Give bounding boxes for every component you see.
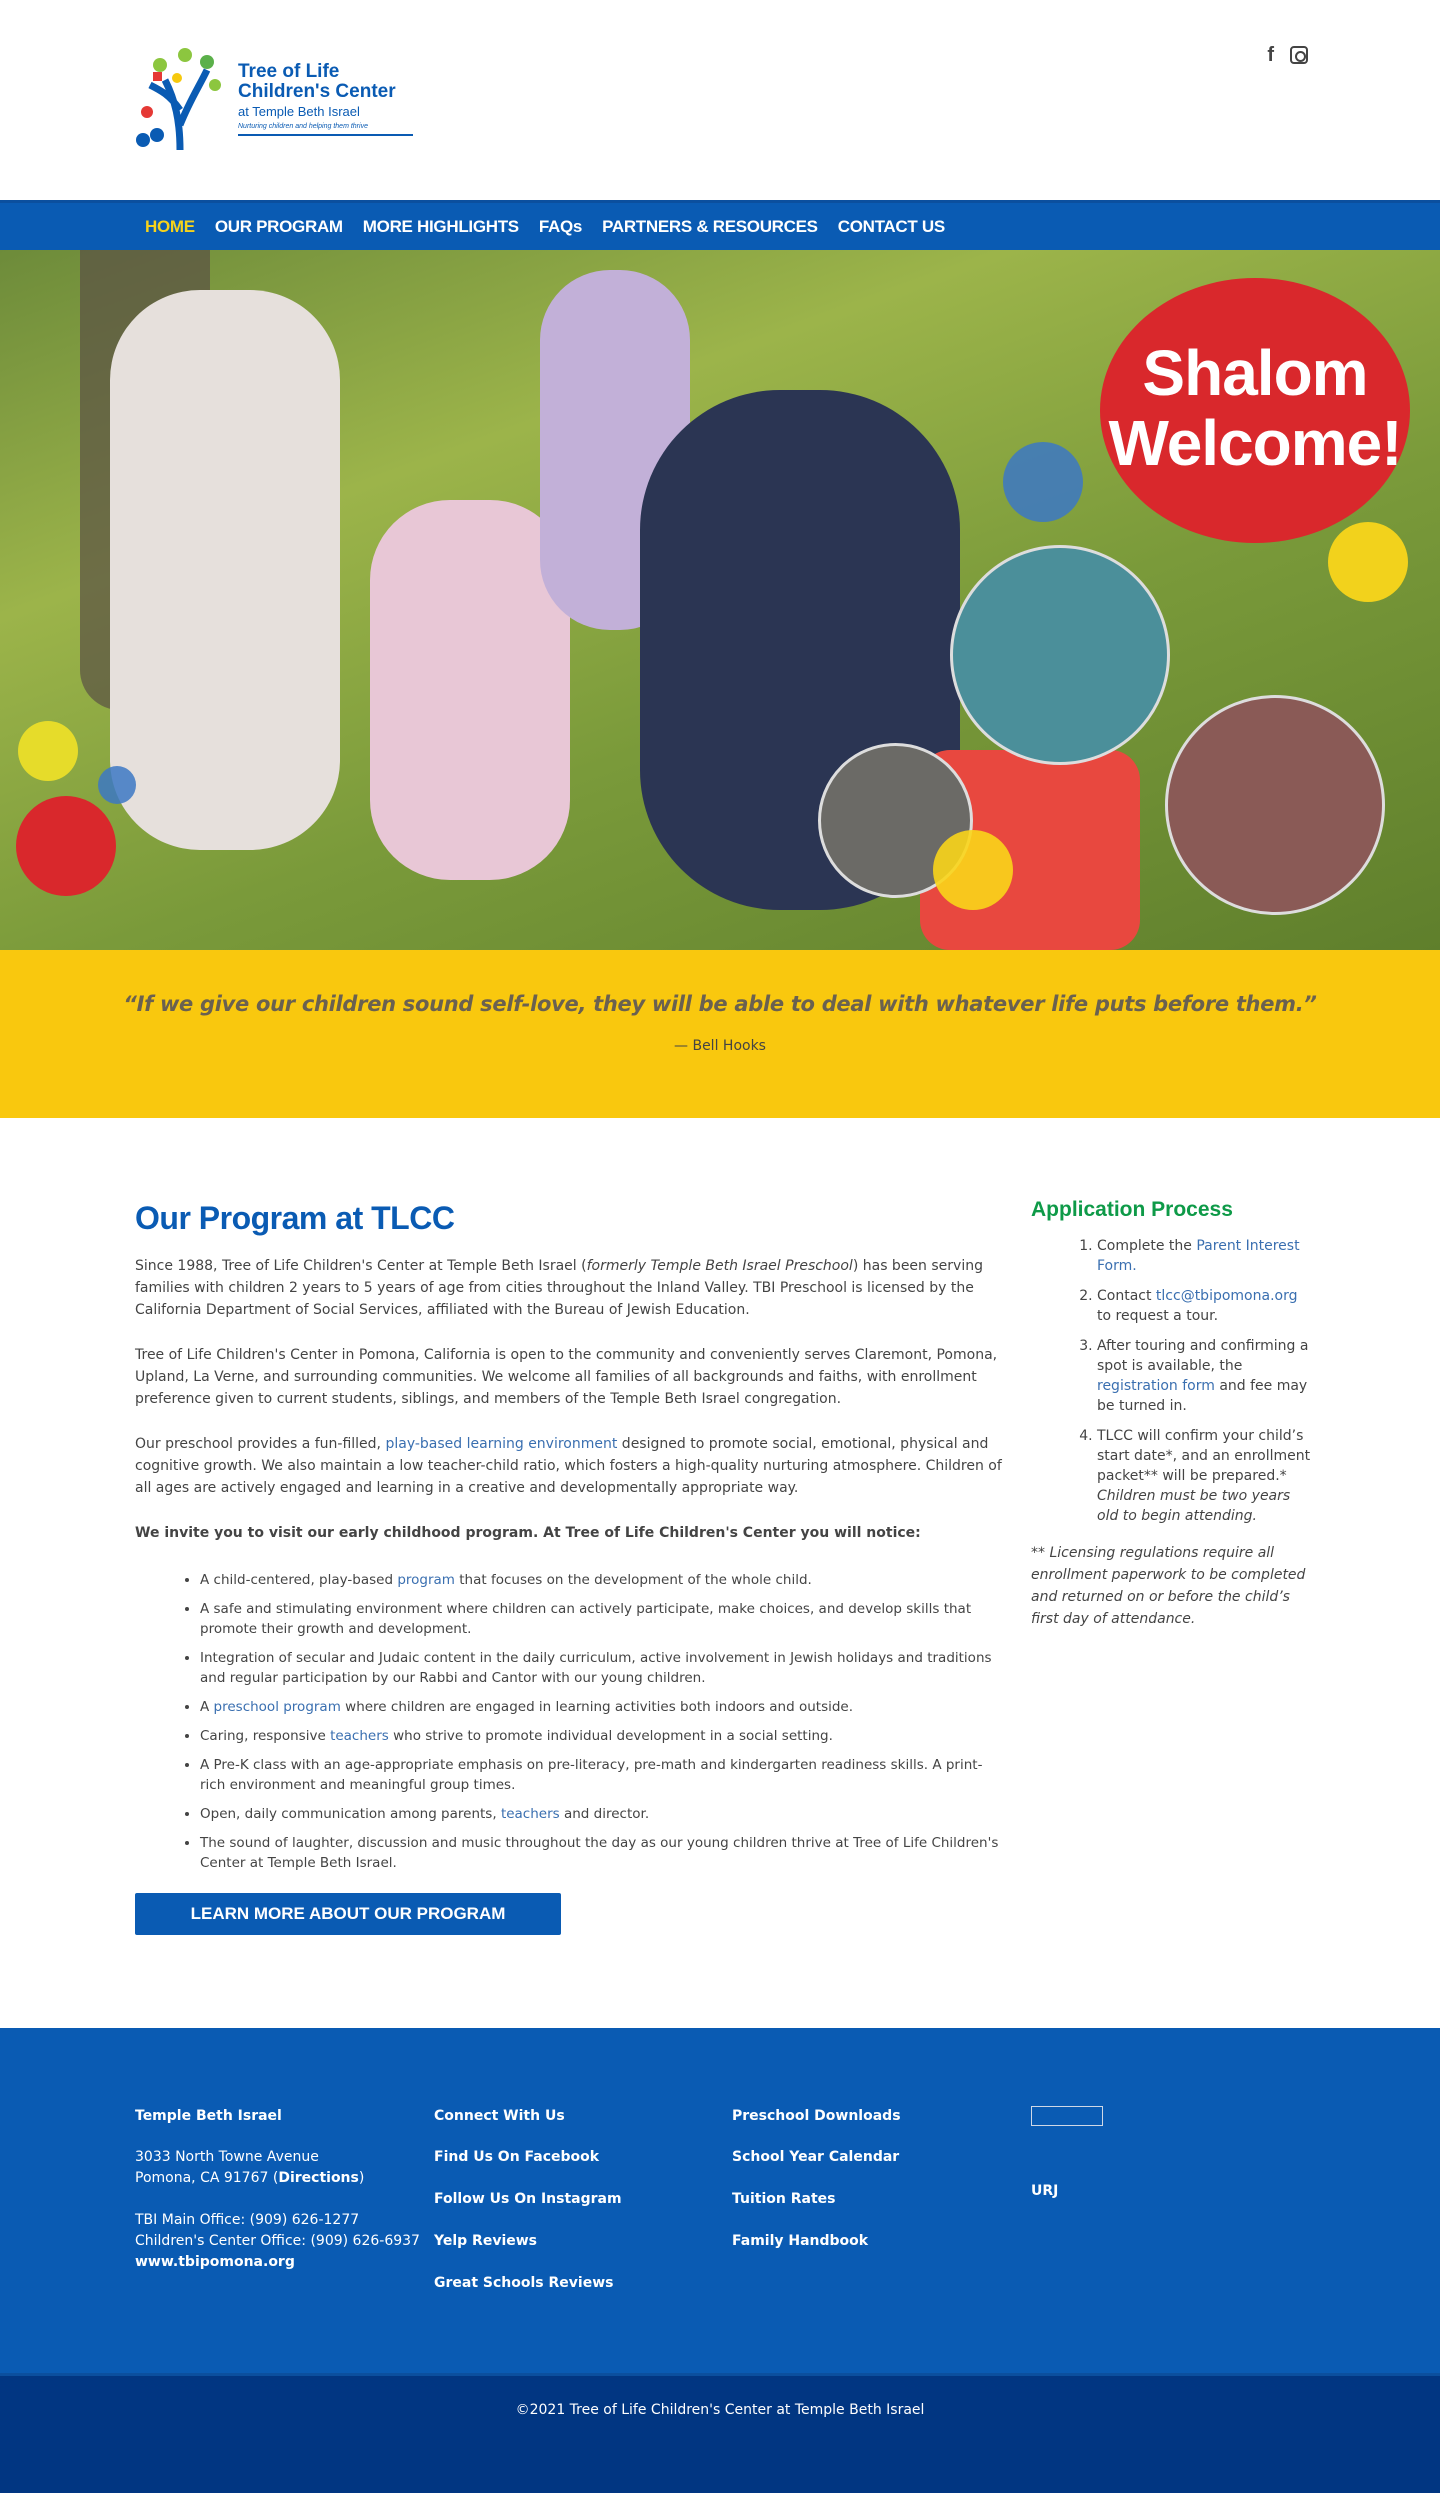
footer-col-contact <box>135 2106 420 2294</box>
main-content <box>135 1200 1005 1935</box>
decor-circle <box>16 796 116 896</box>
decor-circle <box>98 766 136 804</box>
application-sidebar <box>1031 1198 1311 1630</box>
list-item: • Integration of secular and Judaic content in the daily curriculum, active involvement in Jewish holidays and traditions and regular participation by our Rabbi and Cantor with our young children. <box>200 1648 1005 1688</box>
list-item <box>200 1697 1005 1717</box>
application-steps <box>1097 1236 1311 1526</box>
text: A <box>200 1699 214 1715</box>
site-header <box>0 0 1440 200</box>
tree-logo-icon <box>135 40 230 155</box>
footer-heading: Connect With Us <box>434 2108 565 2124</box>
nav-more-highlights[interactable]: MORE HIGHLIGHTS <box>362 216 519 236</box>
nav-contact-us[interactable]: CONTACT US <box>837 216 945 236</box>
parent-interest-form-link[interactable]: Parent Interest Form. <box>1097 1238 1300 1274</box>
list-item: • A safe and stimulating environment where children can actively participate, make choices, and develop skills that promote their growth and development. <box>200 1599 1005 1639</box>
address-line: 3033 North Towne Avenue <box>135 2149 319 2165</box>
step-item <box>1097 1236 1311 1276</box>
teachers-link[interactable]: teachers <box>330 1728 389 1744</box>
nav-home[interactable]: HOME <box>145 216 195 236</box>
decor-circle <box>1328 522 1408 602</box>
program-paragraph <box>135 1433 1005 1499</box>
text: A child-centered, play-based <box>200 1572 398 1588</box>
address-line <box>135 2168 420 2189</box>
nav-faqs[interactable]: FAQs <box>538 216 583 236</box>
nav-partners-resources[interactable]: PARTNERS & RESOURCES <box>602 216 818 236</box>
decor-circle <box>1003 442 1083 522</box>
text: designed to promote social, emotional, physical and cognitive growth. We also maintain a low teacher-child ratio, which fosters a high-quality nurturing atmosphere. Children of all ages are actively engaged and learning in a creative and developmentally appropriate way. <box>135 1436 1002 1496</box>
step-item <box>1097 1286 1311 1326</box>
logo-tagline: Nurturing children and helping them thrive <box>238 123 368 130</box>
main-nav <box>0 200 1440 250</box>
list-item: • The sound of laughter, discussion and music throughout the day as our young children thrive at Tree of Life Children's Center at Temple Beth Israel. <box>200 1833 1005 1873</box>
text: to request a tour. <box>1097 1308 1219 1324</box>
list-item <box>200 1804 1005 1824</box>
text: TLCC will confirm your child’s start date*, and an enrollment packet** will be prepared.* <box>1097 1428 1311 1484</box>
list-item <box>200 1726 1005 1746</box>
text: where children are engaged in learning activities both indoors and outside. <box>340 1699 854 1715</box>
website-link[interactable]: www.tbipomona.org <box>135 2254 295 2270</box>
community-paragraph: Tree of Life Children's Center in Pomona, California is open to the community and conveniently serves Claremont, Pomona, Upland, La Verne, and surrounding communities. We welcome all families of all backgrounds and faiths, with enrollment preference given to current students, siblings, and members of the Temple Beth Israel congregation. <box>135 1347 998 1407</box>
text: that focuses on the development of the whole child. <box>454 1572 812 1588</box>
yelp-link[interactable]: Yelp Reviews <box>434 2233 538 2249</box>
nav-our-program[interactable]: OUR PROGRAM <box>214 216 343 236</box>
welcome-line-2: Welcome! <box>1108 407 1402 479</box>
preschool-program-link[interactable]: preschool program <box>213 1699 341 1715</box>
tuition-link[interactable]: Tuition Rates <box>732 2191 836 2207</box>
features-list <box>200 1570 1005 1873</box>
footer-col-downloads <box>732 2106 901 2273</box>
site-footer <box>0 2028 1440 2373</box>
footer-col-logos <box>1031 2106 1103 2223</box>
quote-author: — Bell Hooks <box>674 1038 766 1054</box>
social-links <box>1267 44 1308 67</box>
text: Contact <box>1097 1288 1156 1304</box>
text: After touring and confirming a spot is available, the <box>1097 1338 1309 1374</box>
text: ) <box>358 2170 365 2186</box>
text: and director. <box>559 1806 650 1822</box>
text: We invite you to visit our early childhood program. At Tree of Life Children's Center you will notice: <box>135 1525 921 1541</box>
learn-more-button[interactable]: LEARN MORE ABOUT OUR PROGRAM <box>135 1893 561 1935</box>
text: ) has been serving families with children 2 years to 5 years of age from cities throughout the Inland Valley. TBI Preschool is licensed by the California Department of Social Services, affiliated with the Bureau of Jewish Education. <box>135 1258 983 1318</box>
copyright-text: ©2021 Tree of Life Children's Center at Temple Beth Israel <box>515 2402 925 2418</box>
center-office-phone: Children's Center Office: (909) 626-6937 <box>135 2233 420 2249</box>
age-note: Children must be two years old to begin attending. <box>1097 1488 1291 1524</box>
instagram-icon[interactable] <box>1290 46 1308 64</box>
sidebar-title: Application Process <box>1031 1198 1233 1221</box>
welcome-badge <box>1100 278 1410 543</box>
hero-image <box>0 250 1440 950</box>
directions-link[interactable]: Directions <box>278 2170 359 2186</box>
text: Caring, responsive <box>200 1728 331 1744</box>
teachers-link[interactable]: teachers <box>500 1806 560 1822</box>
decor-circle <box>933 830 1013 910</box>
photo-circle <box>1165 695 1385 915</box>
former-name: formerly Temple Beth Israel Preschool <box>586 1258 853 1274</box>
urj-logo-link[interactable]: URJ <box>1031 2183 1059 2199</box>
site-logo[interactable] <box>135 40 413 155</box>
list-item: • A Pre-K class with an age-appropriate emphasis on pre-literacy, pre-math and kindergarten readiness skills. A print-rich environment and meaningful group times. <box>200 1755 1005 1795</box>
logo-title-2: Children's Center <box>238 81 396 102</box>
footer-heading: Temple Beth Israel <box>135 2108 282 2124</box>
facebook-link[interactable]: Find Us On Facebook <box>434 2149 600 2165</box>
program-link[interactable]: program <box>397 1572 455 1588</box>
step-item <box>1097 1336 1311 1416</box>
text: Complete the <box>1097 1238 1197 1254</box>
footer-col-connect <box>434 2106 622 2315</box>
step-item <box>1097 1426 1311 1526</box>
email-link[interactable]: tlcc@tbipomona.org <box>1155 1288 1298 1304</box>
invite-text <box>135 1522 1005 1544</box>
photo-circle <box>950 545 1170 765</box>
list-item <box>200 1570 1005 1590</box>
registration-form-link[interactable]: registration form <box>1097 1378 1215 1394</box>
play-based-link[interactable]: play-based learning environment <box>385 1436 618 1452</box>
logo-subtitle: at Temple Beth Israel <box>238 104 360 119</box>
main-office-phone: TBI Main Office: (909) 626-1277 <box>135 2212 360 2228</box>
copyright-bar <box>0 2373 1440 2493</box>
welcome-line-1: Shalom <box>1142 337 1368 409</box>
footer-heading: Preschool Downloads <box>732 2108 901 2124</box>
decor-circle <box>18 721 78 781</box>
facebook-icon[interactable]: f <box>1267 44 1274 66</box>
quote-banner <box>0 950 1440 1118</box>
text: who strive to promote individual development in a social setting. <box>388 1728 833 1744</box>
instagram-link[interactable]: Follow Us On Instagram <box>434 2191 622 2207</box>
calendar-link[interactable]: School Year Calendar <box>732 2149 900 2165</box>
quote-text: “If we give our children sound self-love, they will be able to deal with whatever life puts before them.” <box>123 992 1317 1016</box>
child-figure <box>110 290 340 850</box>
text: Pomona, CA 91767 ( <box>135 2170 279 2186</box>
text: Open, daily communication among parents, <box>200 1806 501 1822</box>
licensing-note: ** Licensing regulations require all enrollment paperwork to be completed and returned on or before the child’s first day of attendance. <box>1031 1545 1306 1627</box>
great-schools-link[interactable]: Great Schools Reviews <box>434 2275 614 2291</box>
text: Since 1988, Tree of Life Children's Center at Temple Beth Israel ( <box>135 1258 587 1274</box>
page-title: Our Program at TLCC <box>135 1200 455 1236</box>
intro-paragraph <box>135 1255 1005 1321</box>
broken-image-icon[interactable] <box>1031 2106 1103 2126</box>
handbook-link[interactable]: Family Handbook <box>732 2233 869 2249</box>
text: and fee may be turned in. <box>1097 1378 1308 1414</box>
text: Our preschool provides a fun-filled, <box>135 1436 386 1452</box>
logo-title-1: Tree of Life <box>238 61 340 82</box>
